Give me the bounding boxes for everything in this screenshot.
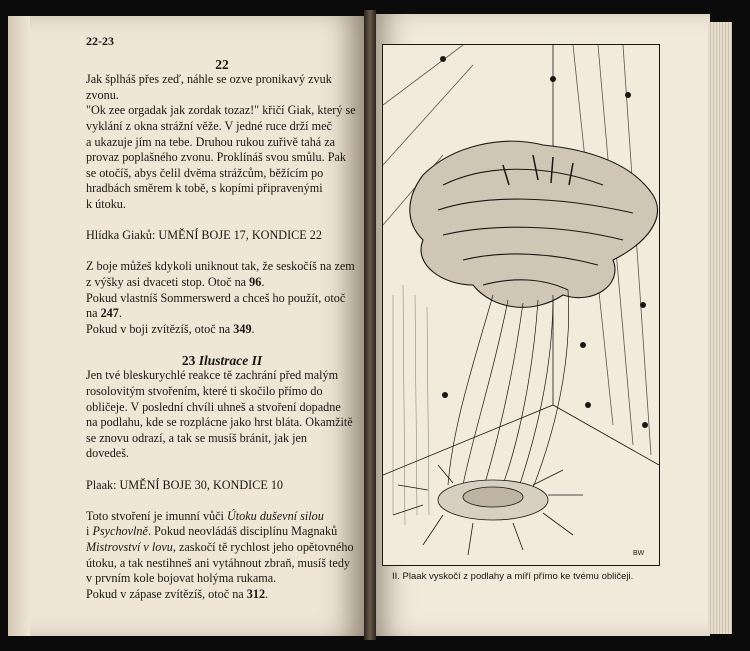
- text-line: k útoku.: [86, 196, 126, 211]
- text-line: Jak šplháš přes zeď, náhle se ozve pronikavý zvuk: [86, 72, 332, 87]
- left-page-text: [86, 34, 358, 602]
- section-23-rules: [86, 509, 358, 587]
- text-line: "Ok zee orgadak jak zordak tozaz!" křičí Giak, který se: [86, 103, 356, 118]
- page-number: 22-23: [86, 34, 114, 48]
- section-22-heading: 22: [215, 56, 229, 72]
- text-line: Jen tvé bleskurychlé reakce tě zachrání před malým: [86, 368, 339, 383]
- book-gutter: [364, 10, 376, 640]
- option-text: Pokud vlastníš Sommerswerd a chceš ho použít, otoč: [86, 290, 346, 305]
- text-line: dovedeš.: [86, 446, 129, 461]
- text-line: vyklání z okna strážní věže. V jedné ruce drží meč: [86, 118, 332, 133]
- rule-text: v prvním kole bojovat holýma rukama.: [86, 571, 277, 586]
- rule-line: [86, 556, 358, 572]
- text-line: a ukazuje jím na tebe. Druhou rukou zuřivě tahá za: [86, 134, 336, 149]
- rule-text: . Pokud neovládáš disciplínu Magnaků: [147, 524, 338, 539]
- section-23-body: [86, 368, 358, 462]
- section-22-options: [86, 259, 358, 337]
- illustration-caption: II. Plaak vyskočí z podlahy a míří přímo ke tvému obličeji.: [392, 571, 634, 582]
- illustration-plaak: [382, 44, 660, 566]
- section-23-heading: 23 Ilustrace II: [181, 352, 263, 368]
- section-23-final-option: Pokud v zápase zvítězíš, otoč na 312.: [86, 586, 269, 601]
- option-text: na: [86, 306, 101, 321]
- enemy-stats-giak: Hlídka Giaků: UMĚNÍ BOJE 17, KONDICE 22: [86, 228, 322, 243]
- rule-emphasis: Útoku duševní silou: [226, 508, 324, 523]
- rule-line: [86, 509, 358, 525]
- text-line: provaz poplašného zvonu. Proklínáš svou smůlu. Pak: [86, 150, 346, 165]
- enemy-stats-plaak: Plaak: UMĚNÍ BOJE 30, KONDICE 10: [86, 477, 284, 492]
- artist-signature: BW: [633, 550, 645, 557]
- option-tail: .: [261, 274, 265, 289]
- illustration-drawing: [383, 45, 659, 565]
- text-line: se znovu odrazí, a tak se musíš bránit, jak jen: [86, 430, 308, 445]
- option-text: Pokud v boji zvítězíš, otoč na: [86, 321, 234, 336]
- option-tail: .: [118, 306, 122, 321]
- option-line: [86, 322, 358, 338]
- option-tail: .: [251, 321, 255, 336]
- option-line: [86, 259, 358, 275]
- page-edges: [708, 22, 732, 634]
- option-line: [86, 306, 358, 322]
- rule-text: , zaskočí tě rychlost jeho opětovného: [172, 540, 354, 554]
- rule-emphasis: Mistrovství v lovu: [86, 540, 173, 554]
- option-line: [86, 291, 358, 307]
- text-line: hradbách směrem k tobě, s kopími připravenými: [86, 181, 323, 196]
- text-line: rosolovitým stvořením, které ti skočilo přímo do: [86, 384, 323, 399]
- rule-text: Toto stvoření je imunní vůči: [86, 508, 227, 523]
- page-reference[interactable]: 96: [249, 274, 262, 289]
- text-line: se otočíš, abys čelil dvěma strážcům, běžícím po: [86, 165, 324, 180]
- rule-text: i: [86, 524, 93, 539]
- text-line: zvonu.: [86, 87, 119, 102]
- page-reference[interactable]: 247: [100, 306, 119, 321]
- text-line: na podlahu, kde se rozplácne jako hrst bláta. Okamžitě: [86, 415, 353, 430]
- rule-line: [86, 524, 358, 540]
- page-reference[interactable]: 312: [246, 586, 266, 601]
- option-text: Z boje můžeš kdykoli uniknout tak, že seskočíš na zem: [86, 259, 355, 274]
- text-line: obličeje. V poslední chvíli uhneš a stvoření dopadne: [86, 399, 341, 414]
- rule-line: [86, 540, 358, 556]
- section-22-body: [86, 72, 358, 212]
- rule-line: [86, 571, 358, 587]
- option-text: z výšky asi dvaceti stop. Otoč na: [86, 274, 250, 289]
- option-line: [86, 275, 358, 291]
- rule-text: útoku, a tak nestihneš ani vytáhnout zbraň, musíš tedy: [86, 555, 351, 570]
- page-reference[interactable]: 349: [233, 321, 252, 336]
- rule-emphasis: Psychovlně: [92, 524, 148, 539]
